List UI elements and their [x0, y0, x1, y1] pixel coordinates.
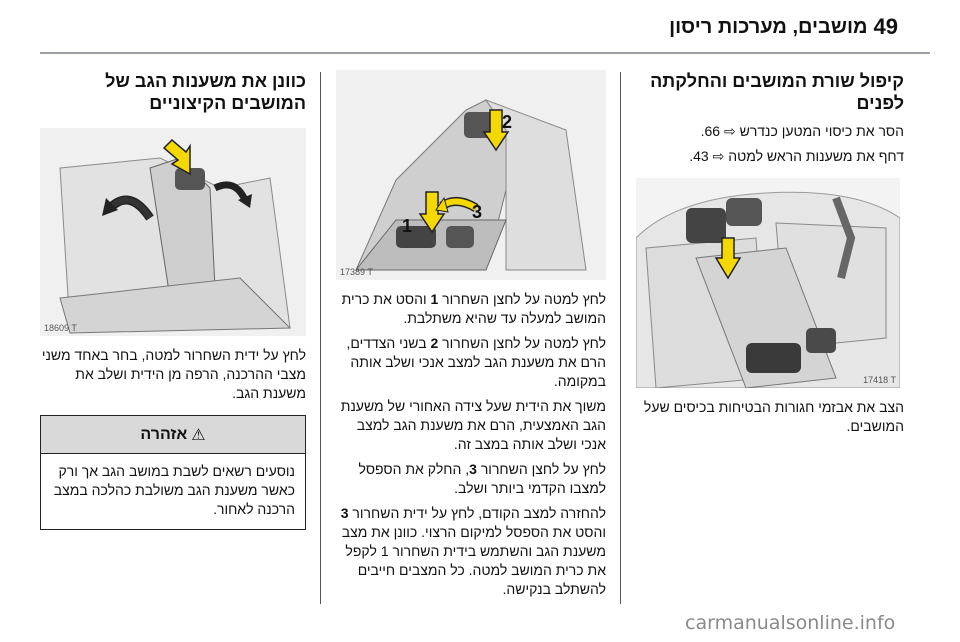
paragraph-remove-cover: הסר את כיסוי המטען כנדרש ⇨ 66.: [700, 123, 904, 139]
header-divider: [40, 52, 930, 54]
callout-2: 2: [501, 112, 512, 132]
warning-header: [41, 416, 305, 454]
column-divider-left: [320, 72, 321, 604]
paragraph-step-1: לחץ למטה על לחצן השחרור 1 והסט את כרית המושב למעלה עד שהיא משתלבת.: [341, 291, 606, 326]
figure-seat-release: [336, 70, 606, 280]
figure-code: 17418 T: [863, 375, 896, 385]
warning-text: נוסעים רשאים לשבת במושב הגב אך ורק כאשר משענת הגב משולבת כהלכה במצב הרכנה לאחור.: [53, 463, 295, 517]
figure-backrest: [40, 128, 306, 336]
page-header: [40, 8, 920, 46]
page-number: 49: [873, 14, 898, 39]
column-divider-right: [620, 72, 621, 604]
paragraph-return: להחזרה למצב הקודם, לחץ על ידית השחרור 3 והסט את הספסל למיקום הרצוי. כוונן את מצב משענת הגב והשתמש בידית השחרור 1 לקפל את כרית המושב למטה. כל המצבים חייבים להשתלב בנקישה.: [340, 505, 606, 597]
paragraph-push-headrests: דחף את משענות הראש למטה ⇨ 43.: [689, 148, 904, 164]
caption-buckles: הצב את אבזמי חגורות הבטיחות בכיסים שעל המושבים.: [643, 399, 904, 434]
warning-icon: ⚠: [191, 426, 206, 444]
section-title-fold-seats: קיפול שורת המושבים והחלקתה לפנים: [650, 71, 904, 113]
middle-column: [336, 70, 606, 605]
page-title: מושבים, מערכות ריסון: [669, 15, 868, 38]
left-column: [40, 70, 306, 530]
figure-buckles: [636, 178, 900, 388]
watermark: carmanualsonline.info: [685, 612, 896, 634]
right-column: [632, 70, 904, 442]
warning-label: אזהרה: [140, 425, 188, 443]
warning-box: [40, 415, 306, 530]
paragraph-step-2: לחץ למטה על לחצן השחרור 2 בשני הצדדים, הרם את משענת הגב למצב אנכי ושלב אותה במקומה.: [346, 335, 606, 389]
paragraph-backrest-adjust: לחץ על ידית השחרור למטה, בחר באחד משני מצבי ההרכנה, הרפה מן הידית ושלב את משענת הגב.: [41, 347, 306, 401]
buckles-illustration: [636, 178, 900, 388]
backrest-illustration: [40, 128, 306, 336]
seat-release-illustration: [336, 70, 606, 280]
callout-3: 3: [471, 202, 482, 222]
figure-code: 17389 T: [340, 267, 373, 277]
section-title-adjust-backrests: כוונן את משענות הגב של המושבים הקיצוניים: [105, 71, 306, 113]
paragraph-step-middle-back: משוך את הידית שעל צידה האחורי של משענת הגב האמצעית, הרם את משענת הגב למצב אנכי ושלב אותה במצב זה.: [340, 398, 606, 452]
paragraph-step-3: לחץ על לחצן השחרור 3, החלק את הספסל למצבו הקדמי ביותר ושלב.: [358, 461, 606, 496]
figure-code: 18609 T: [44, 323, 77, 333]
callout-1: 1: [401, 216, 412, 236]
